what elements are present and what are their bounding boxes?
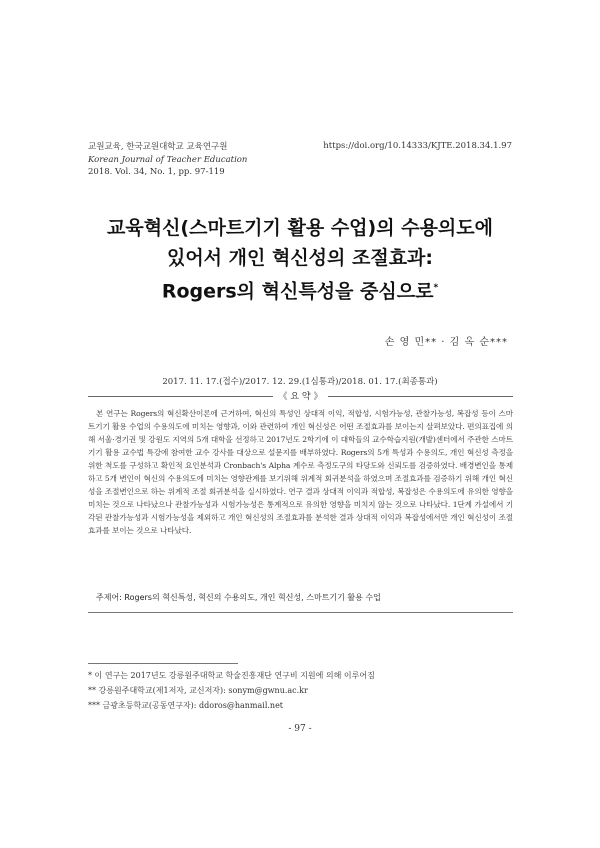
journal-name-en: Korean Journal of Teacher Education bbox=[88, 154, 248, 165]
journal-info bbox=[88, 141, 247, 179]
doi-link[interactable]: https://doi.org/10.14333/KJTE.2018.34.1.97 bbox=[323, 141, 512, 151]
footnote-2: ** 강릉원주대학교(제1저자, 교신저자): sonym@gwnu.ac.kr bbox=[88, 686, 308, 695]
abstract-heading bbox=[88, 389, 513, 403]
page-number: - 97 - bbox=[288, 724, 312, 734]
keywords: 주제어: Rogers의 혁신특성, 혁신의 수용의도, 개인 혁신성, 스마트기기 활용 수업 bbox=[96, 593, 381, 602]
author-list: 손 영 민** · 김 옥 순*** bbox=[384, 337, 508, 348]
title-line-1: 교육혁신(스마트기기 활용 수업)의 수용의도에 bbox=[107, 217, 493, 239]
title-line-3: Rogers의 혁신특성을 중심으로 bbox=[161, 280, 434, 303]
paper-title bbox=[60, 213, 540, 306]
journal-name-ko: 교원교육, 한국교원대학교 교육연구원 bbox=[88, 142, 228, 152]
footnote-divider bbox=[88, 663, 238, 664]
abstract-text: 본 연구는 Rogers의 혁신확산이론에 근거하여, 혁신의 특성인 상대적 이익, 적합성, 시험가능성, 관찰가능성, 복잡성 등이 스마트기기 활용 수업의 수용의도에 미치는 영향과, 이와 관련하여 개인 혁신성은 어떤 조절효과를 보이는지 살펴보았다. 편의표집에 의해 서울·경기권 및 강원도 지역의 5개 대학을 선정하고 2017년도 2학기에 이 대학들의 교수학습지원(개발)센터에서 주관한 스마트기기 활용 교수법 특강에 참여한 교수 강사를 대상으로 설문지를 배부하였다. Rogers의 5개 특성과 수용의도, 개인 혁신성 측정을 위한 척도를 구성하고 확인적 요인분석과 Cronbach's Alpha 계수로 측정도구의 타당도와 신뢰도를 검증하였다. 배경변인을 통제하고 5개 변인이 혁신의 수용의도에 미치는 영향관계를 보기위해 위계적 회귀분석을 하였으며 조절효과를 검증하기 위해 개인 혁신성을 조절변인으로 하는 위계적 조절 회귀분석을 실시하였다. 연구 결과 상대적 이익과 적합성, 복잡성은 수용의도에 유의한 영향을 미치는 것으로 나타났으나 관찰가능성과 시험가능성은 통계적으로 유의한 영향을 미치지 않는 것으로 나타났다. 1단계 가설에서 기각된 관찰가능성과 시험가능성을 제외하고 개인 혁신성의 조절효과를 분석한 결과 상대적 이익과 복잡성에서만 개인 혁신성이 조절효과를 보이는 것으로 나타났다. bbox=[88, 409, 513, 535]
footnote-3: *** 금광초등학교(공동연구자): ddoros@hanmail.net bbox=[88, 701, 284, 710]
journal-volume: 2018. Vol. 34, No. 1, pp. 97-119 bbox=[88, 167, 225, 177]
abstract-heading-label: 《 요 약 》 bbox=[273, 389, 329, 402]
footnotes bbox=[88, 668, 375, 713]
title-line-2: 있어서 개인 혁신성의 조절효과: bbox=[166, 247, 434, 269]
footnote-1: * 이 연구는 2017년도 강릉원주대학교 학술진흥재단 연구비 지원에 의해 이루어짐 bbox=[88, 671, 375, 680]
keywords-divider bbox=[88, 612, 513, 613]
submission-dates: 2017. 11. 17.(접수)/2017. 12. 29.(1심통과)/2018. 01. 17.(최종통과) bbox=[162, 377, 438, 387]
title-footnote-mark: * bbox=[433, 283, 439, 293]
